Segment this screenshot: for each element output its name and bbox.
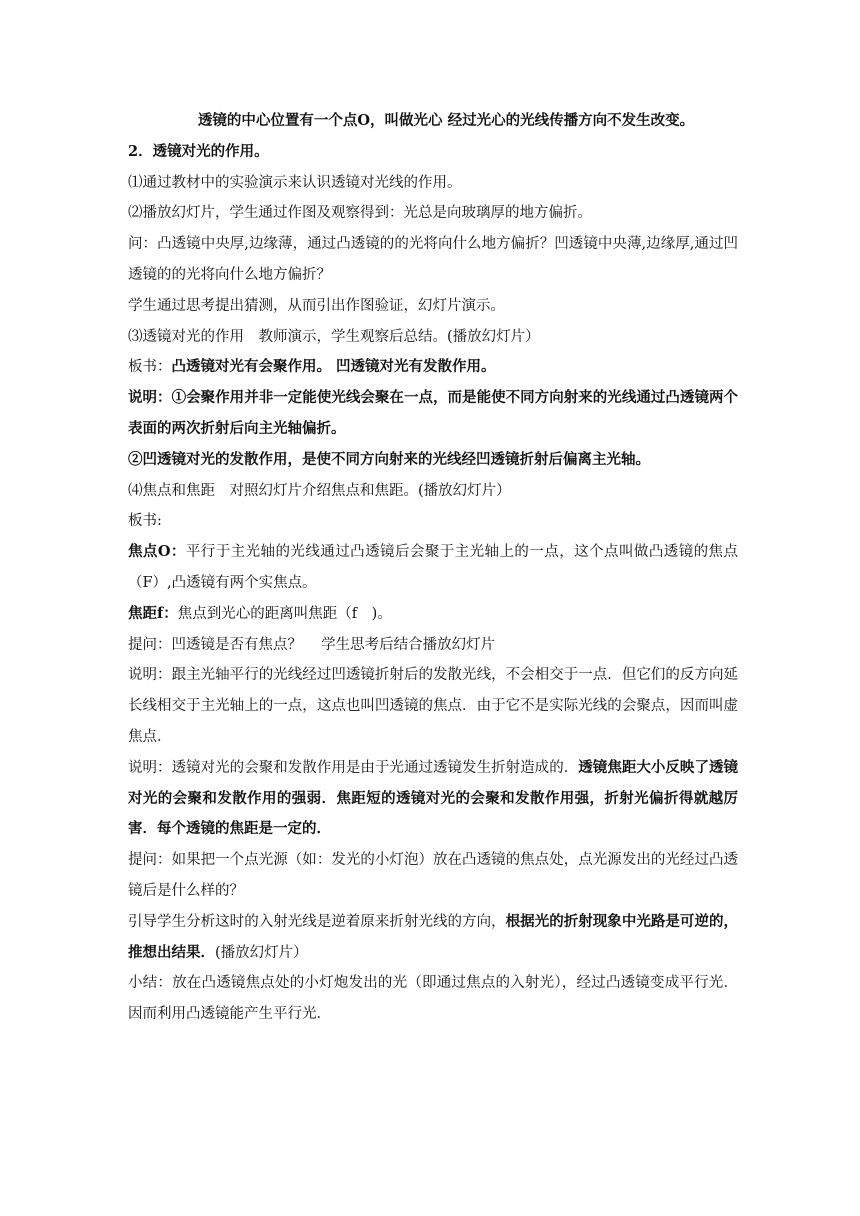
text-virtual-focus: 说明：跟主光轴平行的光线经过凹透镜折射后的发散光线，不会相交于一点．但它们的反方向延长线相交于主光轴上的一点，这点也叫凹透镜的焦点．由于它不是实际光线的会聚点，因而叫虚焦点． [128,667,738,745]
text-reversibility-lead: 引导学生分析这时的入射光线是逆着原来折射光线的方向， [128,913,506,930]
text-focal-strength: 透镜焦距大小反映了透镜对光的会聚和发散作用的强弱．焦距短的透镜对光的会聚和发散作用强，折射光偏折得就越厉害．每个透镜的焦距是一定的． [128,758,739,838]
text-reversibility: 根据光的折射现象中光路是可逆的，推想出结果． [128,912,739,961]
paragraph-refraction-cause [128,753,738,845]
text-focus-term: 焦点O： [128,543,186,561]
text-focal-length-term: 焦距f： [128,604,178,622]
paragraph-slides [128,198,738,229]
paragraph-reversibility [128,907,738,969]
paragraph-question-lens [128,229,738,291]
text-lens-effect-heading: 2．透镜对光的作用。 [128,142,269,160]
paragraph-optical-center [128,106,738,137]
text-slide-note: (播放幻灯片） [215,944,308,961]
text-guess: 学生通过思考提出猜测，从而引出作图验证，幻灯片演示。 [128,297,505,314]
paragraph-demo [128,322,738,353]
paragraph-guess [128,291,738,322]
text-focus-def: 平行于主光轴的光线通过凸透镜后会聚于主光轴上的一点，这个点叫做凸透镜的焦点（F）,凸透镜有两个实焦点。 [128,544,738,591]
paragraph-focus-def [128,537,738,599]
paragraph-focus-intro [128,476,738,507]
paragraph-board-1 [128,352,738,383]
text-explain-diverge: ②凹透镜对光的发散作用，是使不同方向射来的光线经凹透镜折射后偏离主光轴。 [128,450,650,468]
text-experiment: ⑴通过教材中的实验演示来认识透镜对光线的作用。 [128,174,462,191]
text-board-label: 板书： [128,359,172,376]
text-demo: ⑶透镜对光的作用 教师演示，学生观察后总结。(播放幻灯片） [128,328,540,345]
paragraph-experiment [128,168,738,199]
paragraph-board-2 [128,506,738,537]
text-question-point-source: 提问：如果把一个点光源（如：发光的小灯泡）放在凸透镜的焦点处，点光源发出的光经过凸透镜后是什么样的？ [128,852,738,899]
paragraph-explain-diverge [128,445,738,476]
text-refraction-cause: 说明：透镜对光的会聚和发散作用是由于光通过透镜发生折射造成的． [128,759,579,776]
text-question-concave: 提问：凹透镜是否有焦点？ 学生思考后结合播放幻灯片 [128,636,496,653]
paragraph-question-point-source [128,845,738,907]
paragraph-explain-converge [128,383,738,445]
document-page [128,106,738,1030]
heading-lens-effect [128,137,738,168]
paragraph-focal-length [128,599,738,630]
paragraph-question-concave [128,630,738,661]
text-optical-center: 透镜的中心位置有一个点O，叫做光心 经过光心的光线传播方向不发生改变。 [197,112,695,129]
text-question-lens: 问：凸透镜中央厚,边缘薄，通过凸透镜的的光将向什么地方偏折？凹透镜中央薄,边缘厚,通过凹透镜的的光将向什么地方偏折？ [128,236,738,283]
text-board-conclusion: 凸透镜对光有会聚作用。 凹透镜对光有发散作用。 [171,358,496,376]
paragraph-virtual-focus [128,660,738,752]
text-summary: 小结：放在凸透镜焦点处的小灯炮发出的光（即通过焦点的入射光），经过凸透镜变成平行光．因而利用凸透镜能产生平行光． [128,975,738,1023]
text-explain-converge: 说明：①会聚作用并非一定能使光线会聚在一点，而是能使不同方向射来的光线通过凸透镜两个表面的两次折射后向主光轴偏折。 [128,389,738,437]
paragraph-summary [128,968,738,1030]
text-focus-intro: ⑷焦点和焦距 对照幻灯片介绍焦点和焦距。(播放幻灯片） [128,482,511,499]
text-focal-length-def: 焦点到光心的距离叫焦距（f )。 [177,605,392,622]
text-board-label-2: 板书: [128,513,162,530]
text-slides: ⑵播放幻灯片，学生通过作图及观察得到：光总是向玻璃厚的地方偏折。 [128,205,592,222]
